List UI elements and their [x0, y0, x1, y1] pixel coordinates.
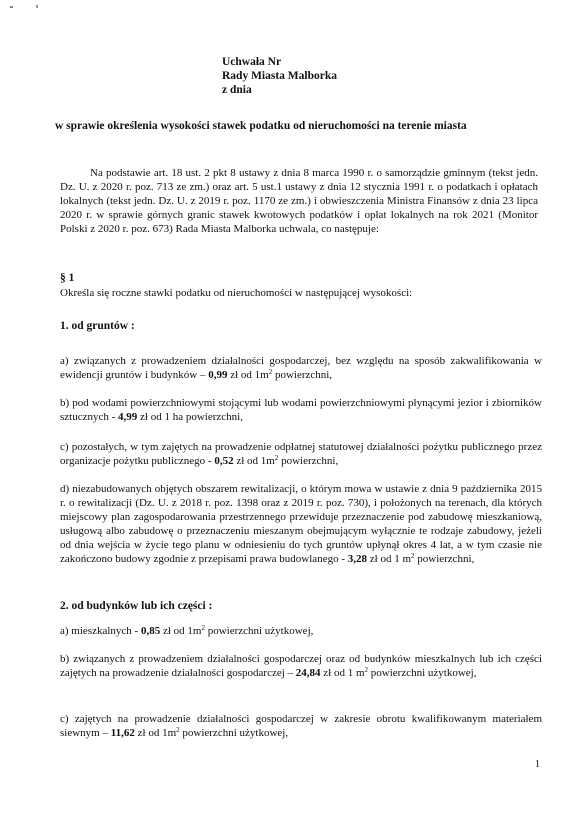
superscript: 2 [274, 454, 279, 462]
unit-tail: powierzchni, [272, 369, 333, 381]
unit-tail: powierzchni, [414, 553, 475, 565]
part2-item-b [60, 652, 542, 680]
part1-item-b [60, 396, 542, 424]
rate-value: 0,99 [208, 369, 228, 381]
superscript: 2 [176, 726, 180, 734]
item-text: c) pozostałych, w tym zajętych na prowadzenie odpłatnej statutowej działalności pożytku publicznego przez organizacje pożytku publicznego - [60, 441, 542, 467]
rate-value: 0,85 [140, 625, 161, 637]
rate-value: 3,28 [347, 553, 367, 565]
rate-value: 0,52 [214, 455, 234, 467]
intro-paragraph [60, 166, 538, 236]
rate-value: 4,99 [118, 411, 138, 423]
unit-text: zł od 1m [160, 625, 202, 637]
unit-text: zł od 1m [134, 727, 177, 739]
header-line-1: Uchwała Nr [222, 56, 282, 68]
scan-speck [10, 6, 13, 8]
item-text: d) niezabudowanych objętych obszarem rewitalizacji, o którym mowa w ustawie z dnia 9 października 2015 r. o rewitalizacji (Dz. U. z 2018 r. poz. 1398 oraz z 2019 r. poz. 730), i położonych na terenach, dla których miejscowy plan zagospodarowania przestrzennego przewiduje przeznaczenie pod zabudowę mieszkaniową, usługową albo zabudowę o przeznaczeniu mieszanym obejmującym wyłącznie te rodzaje zabudowy, jeżeli od dnia wejścia w życie tego planu w odniesieniu do tych gruntów upłynął okres 4 lat, a w tym czasie nie zakończono budowy zgodnie z przepisami prawa budowlanego - [60, 483, 542, 565]
part1-heading: 1. od gruntów : [60, 320, 135, 332]
scan-speck [36, 5, 38, 8]
part2-heading: 2. od budynków lub ich części : [60, 600, 213, 612]
item-text: b) związanych z prowadzeniem działalności gospodarczej oraz od budynków mieszkalnych lub ich części zajętych na prowadzenie działalności gospodarczej – [60, 653, 542, 679]
item-text: c) zajętych na prowadzenie działalności gospodarczej w zakresie obrotu kwalifikowanym materiałem siewnym – [60, 713, 542, 739]
section-intro: Określa się roczne stawki podatku od nieruchomości w następującej wysokości: [60, 287, 413, 299]
unit-text: zł od 1m [233, 455, 275, 467]
header-line-2: Rady Miasta Malborka [222, 70, 337, 82]
part1-item-a [60, 354, 542, 382]
header-line-3: z dnia [222, 84, 252, 96]
superscript: 2 [364, 666, 369, 674]
superscript: 2 [201, 624, 205, 632]
part2-item-a [60, 624, 542, 638]
item-text: a) związanych z prowadzeniem działalności gospodarczej, bez względu na sposób zakwalifikowania w ewidencji gruntów i budynków – [60, 355, 542, 381]
part1-item-c [60, 440, 542, 468]
unit-tail: powierzchni, [278, 455, 339, 467]
rate-value: 24,84 [295, 667, 321, 679]
part2-item-c [60, 712, 542, 740]
unit-text: zł od 1 m [367, 553, 411, 565]
document-title: w sprawie określenia wysokości stawek podatku od nieruchomości na terenie miasta [55, 120, 467, 132]
rate-value: 11,62 [110, 727, 135, 739]
part1-item-d [60, 482, 542, 566]
page-number: 1 [535, 759, 540, 770]
superscript: 2 [411, 552, 415, 560]
resolution-header [222, 55, 337, 97]
superscript: 2 [268, 368, 273, 376]
unit-text: zł od 1 ha powierzchni, [137, 411, 243, 423]
unit-tail: powierzchni użytkowej, [179, 727, 289, 739]
unit-text: zł od 1m [227, 369, 269, 381]
item-text: b) pod wodami powierzchniowymi stojącymi lub wodami powierzchniowymi płynącymi jezior i zbiorników sztucznych - [60, 397, 542, 423]
unit-text: zł od 1 m [320, 667, 365, 679]
unit-tail: powierzchni użytkowej, [204, 625, 314, 637]
intro-text: Na podstawie art. 18 ust. 2 pkt 8 ustawy z dnia 8 marca 1990 r. o samorządzie gminnym (tekst jedn. Dz. U. z 2020 r. poz. 713 ze zm.) oraz art. 5 ust.1 ustawy z dnia 12 stycznia 1991 r. o podatkach i opłatach lokalnych (tekst jedn. Dz. U. z 2019 r. poz. 1170 ze zm.) i obwieszczenia Ministra Finansów z dnia 23 lipca 2020 r. w sprawie górnych granic stawek kwotowych podatków i opłat lokalnych na rok 2021 (Monitor Polski z 2020 r. poz. 673) Rada Miasta Malborka uchwala, co następuje: [60, 167, 538, 235]
unit-tail: powierzchni użytkowej, [368, 667, 477, 679]
section-heading: § 1 [60, 272, 75, 284]
item-text: a) mieszkalnych - [60, 625, 141, 637]
